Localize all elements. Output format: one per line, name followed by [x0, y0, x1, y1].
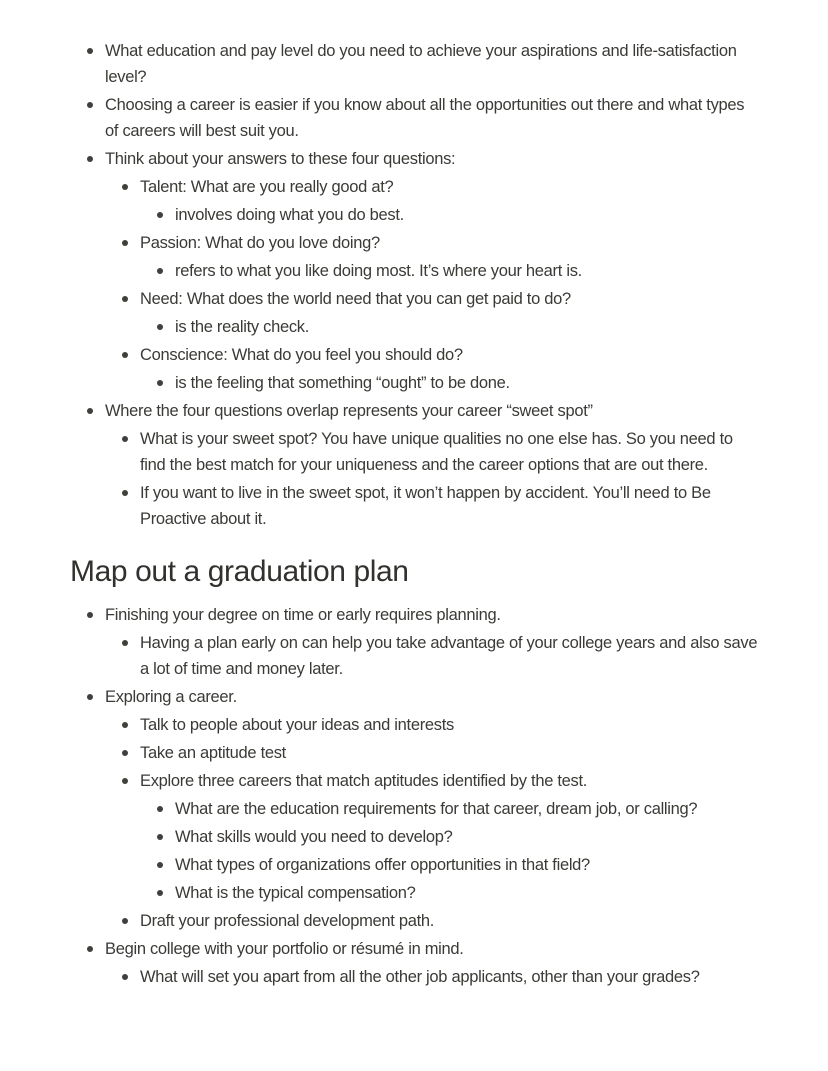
bullet-icon — [157, 212, 163, 218]
bullet-list — [105, 630, 758, 682]
list-item-text: What is your sweet spot? You have unique qualities no one else has. So you need to find the best match for your uniqueness and the career options that are out there. — [140, 430, 733, 474]
list-item-row — [70, 146, 758, 172]
list-item-row — [140, 370, 758, 396]
list-item-row — [105, 286, 758, 312]
bullet-icon — [122, 240, 128, 246]
list-item-text: involves doing what you do best. — [175, 206, 404, 224]
list-item — [105, 740, 758, 766]
list-item-row — [105, 230, 758, 256]
bullet-icon — [122, 490, 128, 496]
bullet-icon — [157, 834, 163, 840]
bullet-list — [105, 964, 758, 990]
list-item-text: Begin college with your portfolio or résumé in mind. — [105, 940, 464, 958]
list-item-row — [105, 908, 758, 934]
bullet-icon — [122, 974, 128, 980]
list-item — [105, 174, 758, 228]
list-item — [140, 796, 758, 822]
list-item-row — [105, 342, 758, 368]
list-item-row — [105, 480, 758, 532]
list-item-text: Draft your professional development path. — [140, 912, 435, 930]
list-item-text: What is the typical compensation? — [175, 884, 416, 902]
list-item-text: Where the four questions overlap represents your career “sweet spot” — [105, 402, 593, 420]
list-item — [140, 852, 758, 878]
list-item — [70, 146, 758, 396]
list-item — [70, 936, 758, 990]
section-heading: Map out a graduation plan — [70, 555, 409, 588]
bullet-icon — [122, 778, 128, 784]
bullet-icon — [122, 184, 128, 190]
bullet-list — [140, 796, 758, 906]
bullet-icon — [87, 694, 93, 700]
bullet-icon — [122, 352, 128, 358]
bullet-icon — [87, 156, 93, 162]
list-item-text: Explore three careers that match aptitudes identified by the test. — [140, 772, 588, 790]
list-item — [105, 286, 758, 340]
bullet-icon — [87, 102, 93, 108]
list-item-text: Exploring a career. — [105, 688, 237, 706]
list-item — [105, 426, 758, 478]
list-item-text: Need: What does the world need that you can get paid to do? — [140, 290, 571, 308]
list-item-row — [70, 602, 758, 628]
list-item-row — [105, 630, 758, 682]
bullet-list — [105, 426, 758, 532]
list-item-row — [140, 202, 758, 228]
bullet-list — [70, 602, 758, 990]
list-item-row — [70, 398, 758, 424]
list-item-text: Talk to people about your ideas and interests — [140, 716, 454, 734]
bullet-icon — [157, 890, 163, 896]
bullet-list — [70, 38, 758, 532]
list-item-text: Finishing your degree on time or early requires planning. — [105, 606, 501, 624]
list-item-text: Choosing a career is easier if you know about all the opportunities out there and what types of careers will best suit you. — [105, 96, 745, 140]
list-item — [105, 964, 758, 990]
list-item-text: What will set you apart from all the other job applicants, other than your grades? — [140, 968, 700, 986]
list-item — [105, 480, 758, 532]
bullet-list — [105, 712, 758, 934]
list-item-text: What education and pay level do you need to achieve your aspirations and life-satisfaction level? — [105, 42, 737, 86]
bullet-list — [140, 258, 758, 284]
list-item-row — [140, 852, 758, 878]
bullet-icon — [157, 806, 163, 812]
list-item-row — [70, 936, 758, 962]
list-item — [105, 712, 758, 738]
bullet-icon — [157, 862, 163, 868]
bullet-list — [105, 174, 758, 396]
list-item-text: If you want to live in the sweet spot, it won’t happen by accident. You’ll need to Be Proactive about it. — [140, 484, 711, 528]
list-item-text: Passion: What do you love doing? — [140, 234, 380, 252]
bullet-icon — [122, 722, 128, 728]
list-item-row — [105, 174, 758, 200]
list-item — [105, 230, 758, 284]
list-item-text: Think about your answers to these four questions: — [105, 150, 456, 168]
list-item-row — [105, 426, 758, 478]
list-item — [105, 342, 758, 396]
list-item — [140, 258, 758, 284]
list-item-row — [105, 768, 758, 794]
list-item-row — [140, 880, 758, 906]
list-item-row — [70, 92, 758, 144]
bullet-icon — [157, 324, 163, 330]
bullet-list — [140, 370, 758, 396]
bullet-icon — [122, 640, 128, 646]
list-item-text: Talent: What are you really good at? — [140, 178, 394, 196]
list-item — [70, 684, 758, 934]
list-item — [70, 38, 758, 90]
bullet-icon — [122, 750, 128, 756]
list-item-text: What types of organizations offer opportunities in that field? — [175, 856, 590, 874]
list-item-text: Take an aptitude test — [140, 744, 286, 762]
list-item — [140, 314, 758, 340]
bullet-icon — [87, 946, 93, 952]
list-item-text: refers to what you like doing most. It’s where your heart is. — [175, 262, 582, 280]
bullet-icon — [122, 436, 128, 442]
list-item — [105, 908, 758, 934]
bullet-icon — [157, 268, 163, 274]
list-item — [140, 202, 758, 228]
list-item-row — [105, 740, 758, 766]
list-item-row — [140, 796, 758, 822]
list-item-row — [140, 258, 758, 284]
list-item — [105, 630, 758, 682]
list-item — [70, 92, 758, 144]
list-item-row — [105, 964, 758, 990]
bullet-list — [140, 202, 758, 228]
list-item-text: What are the education requirements for that career, dream job, or calling? — [175, 800, 698, 818]
list-item-row — [70, 38, 758, 90]
list-item-row — [140, 314, 758, 340]
list-item — [70, 602, 758, 682]
bullet-list — [140, 314, 758, 340]
list-item-text: is the feeling that something “ought” to be done. — [175, 374, 510, 392]
list-item-row — [70, 684, 758, 710]
list-item-text: is the reality check. — [175, 318, 310, 336]
list-item — [105, 768, 758, 906]
bullet-icon — [157, 380, 163, 386]
bullet-icon — [87, 612, 93, 618]
list-item-row — [105, 712, 758, 738]
bullet-icon — [122, 296, 128, 302]
bullet-icon — [87, 408, 93, 414]
bullet-icon — [87, 48, 93, 54]
list-item-text: Conscience: What do you feel you should do? — [140, 346, 463, 364]
list-item — [140, 370, 758, 396]
bullet-icon — [122, 918, 128, 924]
list-item-text: Having a plan early on can help you take advantage of your college years and also save a lot of time and money later. — [140, 634, 758, 678]
list-item — [70, 398, 758, 532]
list-item — [140, 880, 758, 906]
list-item-row — [140, 824, 758, 850]
list-item — [140, 824, 758, 850]
list-item-text: What skills would you need to develop? — [175, 828, 453, 846]
